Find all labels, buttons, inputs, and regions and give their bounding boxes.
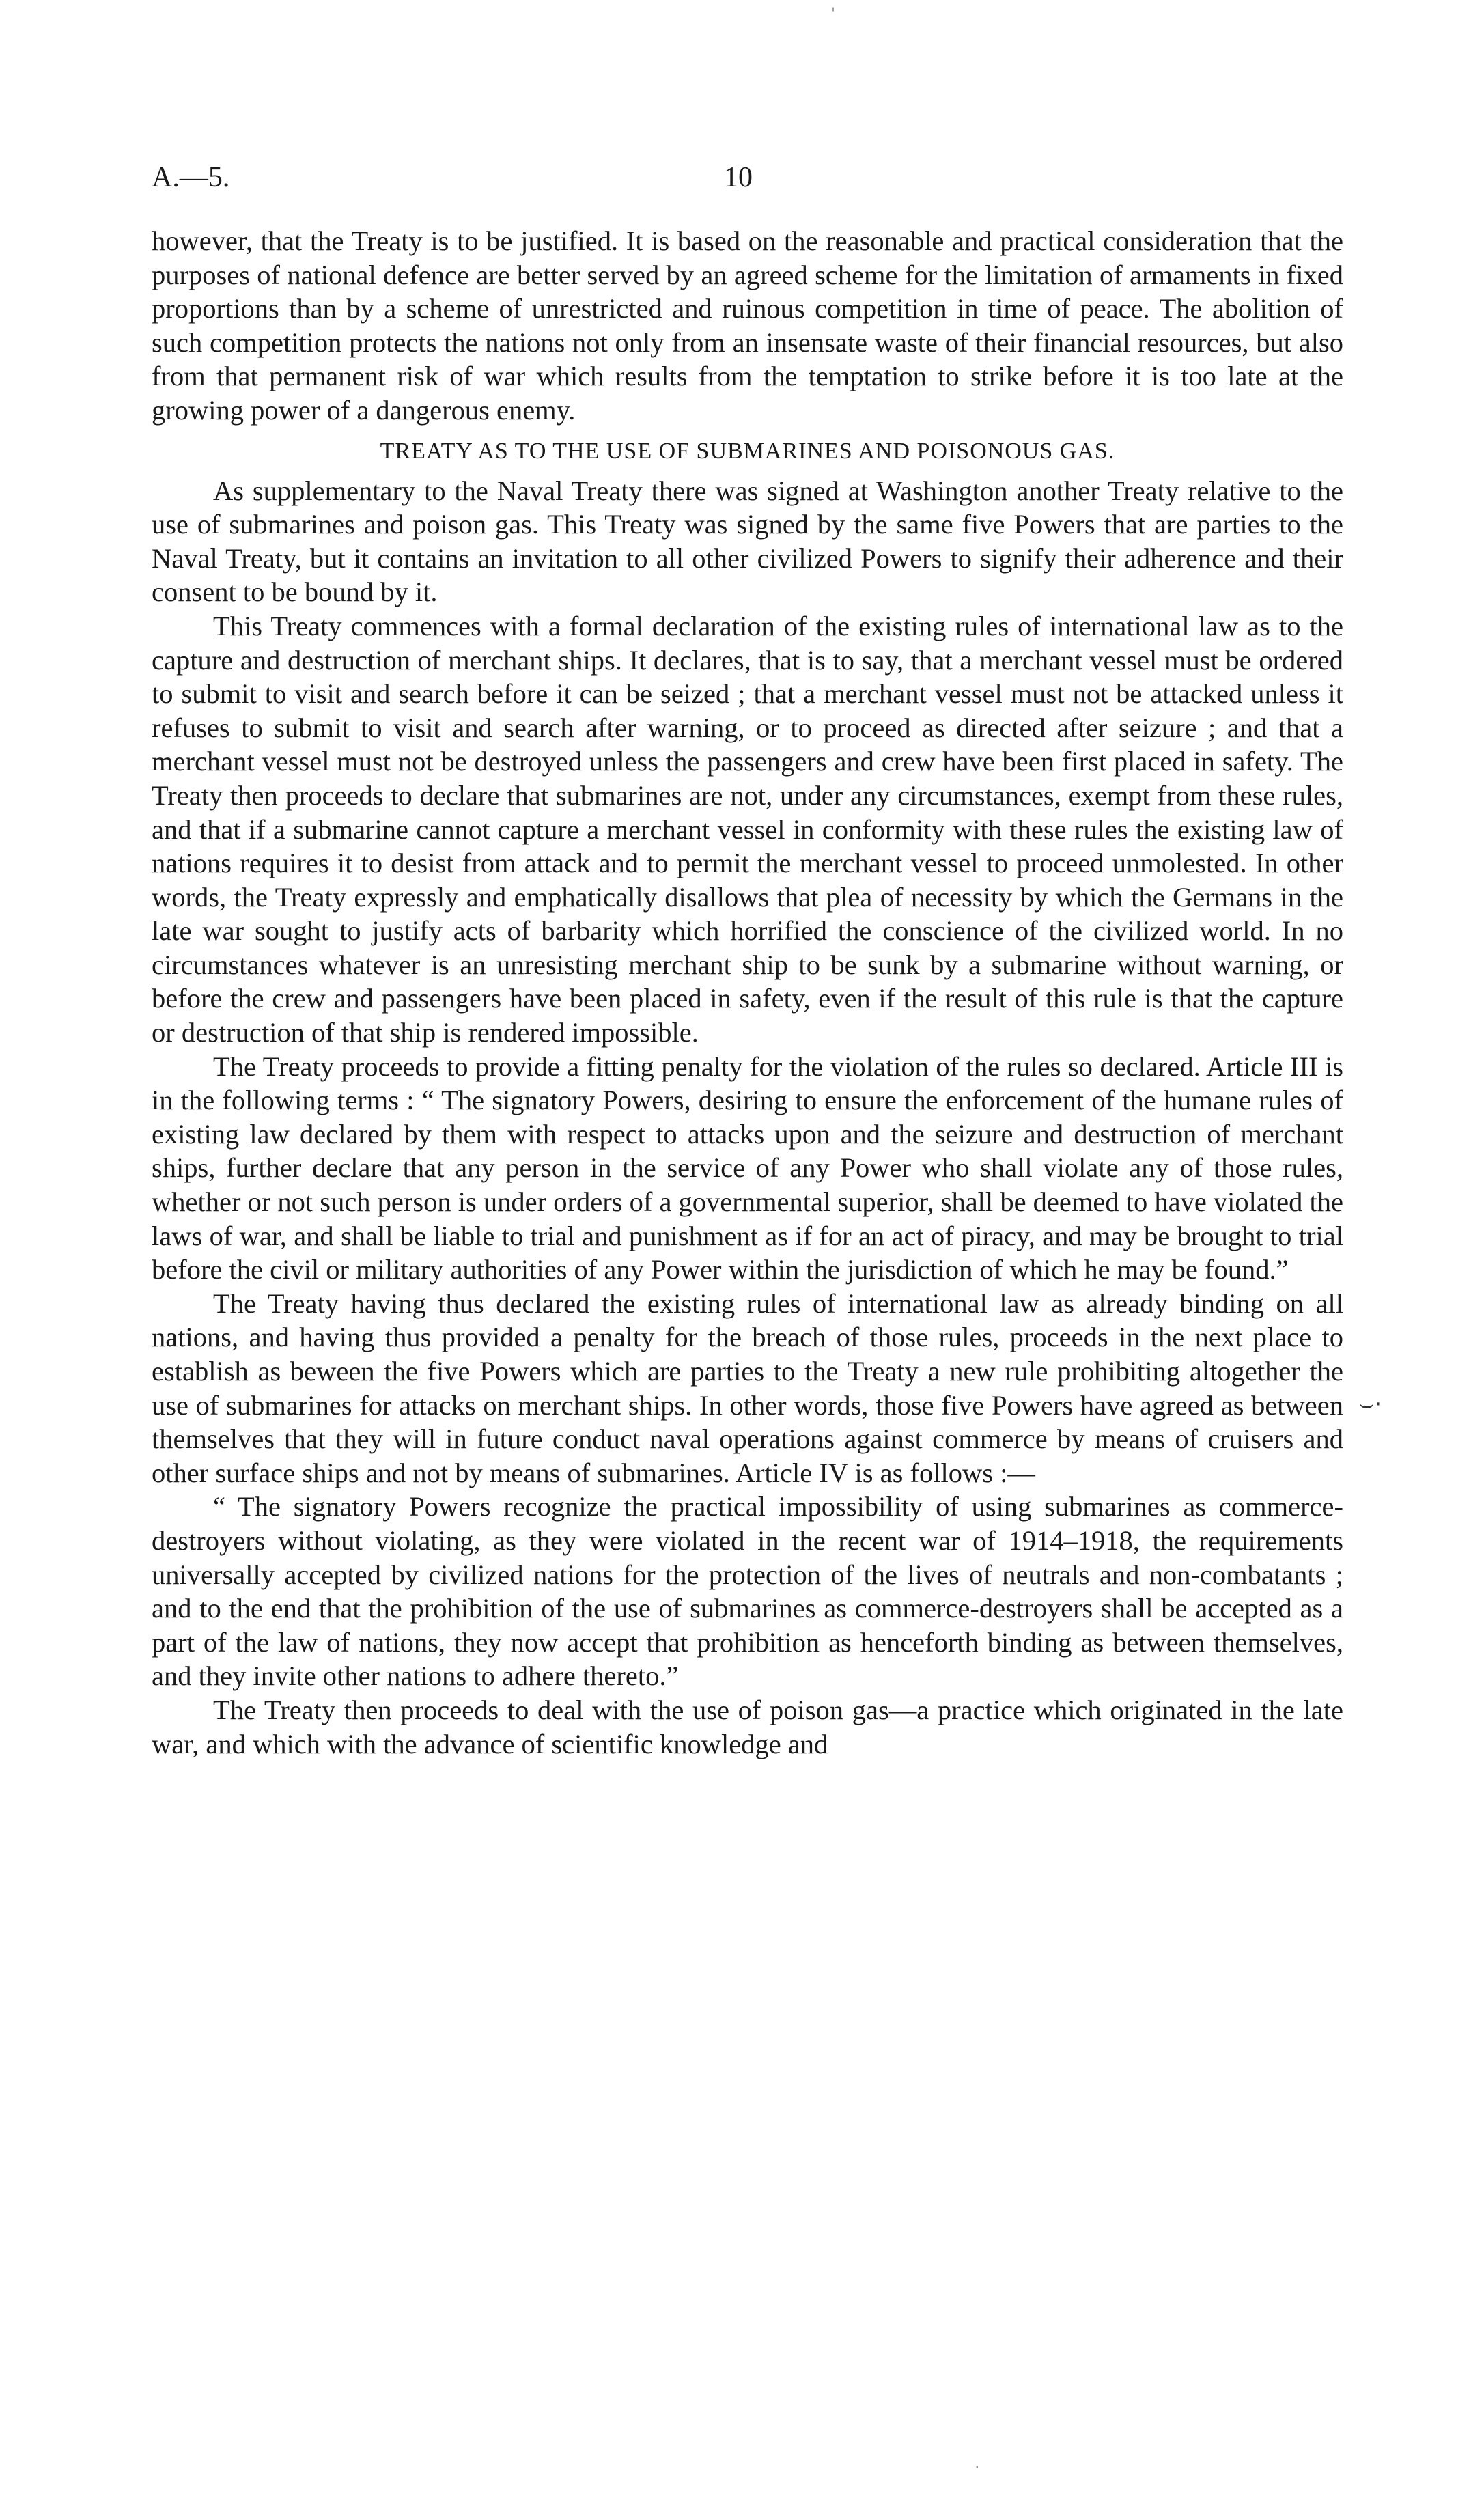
page-number: 10 xyxy=(724,162,753,193)
paragraph-article-iii: The Treaty proceeds to provide a fitting penalty for the violation of the rules so declared. Article III is in the following terms : “ The signatory Powers, desiring to ensure the enforcement of the humane rules of existing law declared by them with respect to attacks upon and the seizure and destruction of merchant ships, further declare that any person in the service of any Power who shall violate any of those rules, whether or not such person is under orders of a governmental superior, shall be deemed to have violated the laws of war, and shall be liable to trial and punishment as if for an act of piracy, and may be brought to trial before the civil or military authorities of any Power within the jurisdiction of which he may be found.” xyxy=(152,1050,1343,1285)
page-header xyxy=(152,161,1343,202)
scan-mark-bottom: · xyxy=(975,2457,980,2477)
document-reference: A.—5. xyxy=(152,162,230,193)
scan-mark-top: ' xyxy=(831,5,836,23)
paragraph-supplementary-treaty: As supplementary to the Naval Treaty there was signed at Washington another Treaty relative to the use of submarines and poison gas. This Treaty was signed by the same five Powers that are parties to the Naval Treaty, but it contains an invitation to all other civilized Powers to signify their adherence and their consent to be bound by it. xyxy=(152,475,1343,608)
paragraph-formal-declaration: This Treaty commences with a formal declaration of the existing rules of international law as to the capture and destruction of merchant ships. It declares, that is to say, that a merchant vessel must be ordered to submit to visit and search before it can be seized ; that a merchant vessel must not be attacked unless it refuses to submit to visit and search after warning, or to proceed as directed after seizure ; and that a merchant vessel must not be destroyed unless the passengers and crew have been first placed in safety. The Treaty then proceeds to declare that submarines are not, under any circumstances, exempt from these rules, and that if a submarine cannot capture a merchant vessel in conformity with these rules the existing law of nations requires it to desist from attack and to permit the merchant vessel to proceed unmolested. In other words, the Treaty expressly and emphatically disallows that plea of necessity by which the Germans in the late war sought to justify acts of barbarity which horrified the conscience of the civilized world. In no circumstances whatever is an unresisting merchant ship to be sunk by a submarine without warning, or before the crew and passengers have been placed in safety, even if the result of this rule is that the capture or destruction of that ship is rendered impossible. xyxy=(152,610,1343,1048)
paragraph-continued: however, that the Treaty is to be justified. It is based on the reasonable and practical consideration that the purposes of national defence are better served by an agreed scheme for the limitation of armaments in fixed proportions than by a scheme of unrestricted and ruinous competition in time of peace. The abolition of such competition protects the nations not only from an insensate waste of their financial resources, but also from that permanent risk of war which results from the temptation to strike before it is too late at the growing power of a dangerous enemy. xyxy=(152,225,1343,426)
paragraph-poison-gas: The Treaty then proceeds to deal with the use of poison gas—a practice which originated in the late war, and which with the advance of scientific knowledge and xyxy=(152,1694,1343,1759)
section-heading: TREATY AS TO THE USE OF SUBMARINES AND POISONOUS GAS. xyxy=(380,438,1115,464)
paragraph-article-iv-quote: “ The signatory Powers recognize the practical impossibility of using submarines as commerce-destroyers without violating, as they were violated in the recent war of 1914–1918, the requirements universally accepted by civilized nations for the protection of the lives of neutrals and non-combatants ; and to the end that the prohibition of the use of submarines as commerce-destroyers shall be accepted as a part of the law of nations, they now accept that prohibition as henceforth binding as between themselves, and they invite other nations to adhere thereto.” xyxy=(152,1491,1343,1692)
paragraph-new-rule: The Treaty having thus declared the existing rules of international law as already binding on all nations, and having thus provided a penalty for the breach of those rules, proceeds in the next place to establish as beween the five Powers which are parties to the Treaty a new rule prohibiting altogether the use of submarines for attacks on merchant ships. In other words, those five Powers have agreed as between themselves that they will in future conduct naval operations against commerce by means of cruisers and other surface ships and not by means of submarines. Article IV is as follows :— xyxy=(152,1287,1343,1488)
margin-mark-icon: ⌣· xyxy=(1359,1391,1382,1418)
body-text xyxy=(152,224,1343,1761)
